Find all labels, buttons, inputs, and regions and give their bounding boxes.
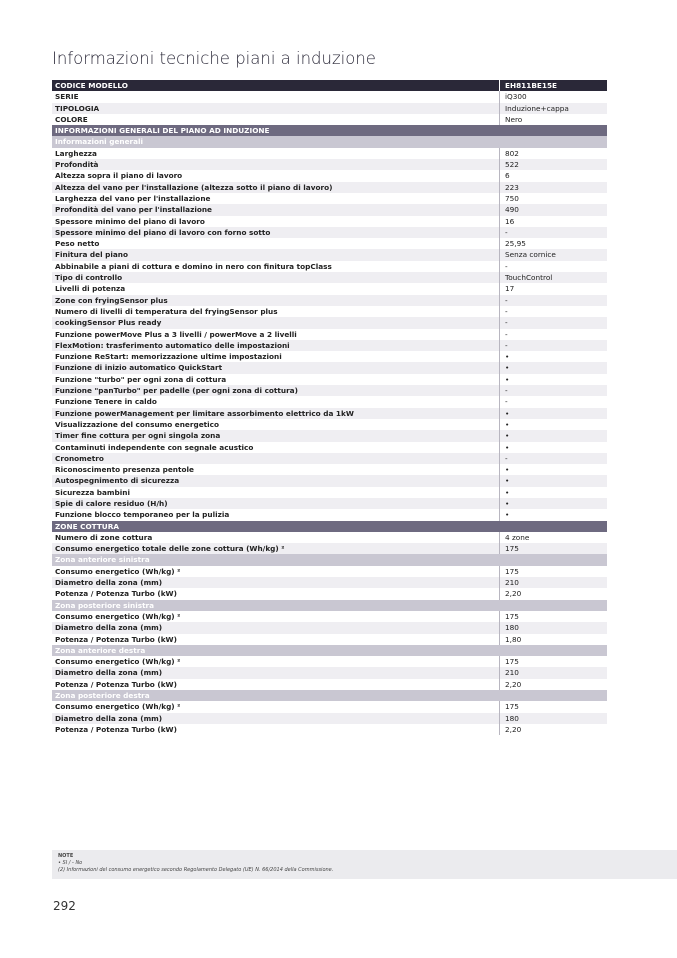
row-value: • [499,408,607,419]
subsection-header-row [52,136,607,147]
row-value: 175 [499,543,607,554]
row-label: Spessore minimo del piano di lavoro [55,216,205,226]
row-label: Spessore minimo del piano di lavoro con forno sotto [55,227,271,237]
row-value [499,600,607,611]
table-row [52,148,607,159]
row-value: - [499,317,607,328]
row-label: Consumo energetico (Wh/kg) ² [55,566,181,576]
row-value: - [499,306,607,317]
subsection-header-row [52,645,607,656]
row-label: Informazioni generali [55,137,144,147]
table-row [52,227,607,238]
row-label: Zone con fryingSensor plus [55,295,168,305]
row-value: 802 [499,148,607,159]
row-value: EH811BE15E [499,80,607,91]
table-row [52,442,607,453]
row-label: Consumo energetico totale delle zone cottura (Wh/kg) ² [55,544,285,554]
table-row [52,498,607,509]
table-row [52,272,607,283]
row-label: Funzione "panTurbo" per padelle (per ogni zona di cottura) [55,386,298,396]
row-label: Spie di calore residuo (H/h) [55,498,168,508]
table-row [52,182,607,193]
table-row [52,667,607,678]
row-value: Induzione+cappa [499,103,607,114]
table-row [52,261,607,272]
row-label: Funzione ReStart: memorizzazione ultime impostazioni [55,352,282,362]
row-value: - [499,453,607,464]
row-label: Potenza / Potenza Turbo (kW) [55,679,177,689]
table-row [52,249,607,260]
row-label: Zona anteriore destra [55,645,146,655]
row-label: Diametro della zona (mm) [55,668,163,678]
row-value: • [499,374,607,385]
notes-legend: • SI / - No [58,860,83,866]
row-value: 1,80 [499,634,607,645]
table-row [52,374,607,385]
page-number: 292 [53,899,76,913]
table-row [52,577,607,588]
row-value: 180 [499,713,607,724]
row-label: Profondità [55,160,99,170]
table-row [52,103,607,114]
row-value: 2,20 [499,724,607,735]
table-row [52,453,607,464]
row-value: • [499,362,607,373]
row-label: CODICE MODELLO [55,81,128,90]
notes-box [52,850,677,879]
row-value: 25,95 [499,238,607,249]
table-row [52,385,607,396]
row-label: Funzione powerMove Plus a 3 livelli / powerMove a 2 livelli [55,329,297,339]
table-row [52,679,607,690]
table-row [52,656,607,667]
row-value: 210 [499,577,607,588]
row-label: Visualizzazione del consumo energetico [55,419,219,429]
row-label: Diametro della zona (mm) [55,578,163,588]
row-label: Larghezza del vano per l'installazione [55,193,211,203]
row-value: 522 [499,159,607,170]
row-label: Sicurezza bambini [55,487,130,497]
table-row [52,634,607,645]
row-label: Consumo energetico (Wh/kg) ² [55,611,181,621]
row-value [499,125,607,136]
row-label: Funzione di inizio automatico QuickStart [55,363,223,373]
row-value: - [499,396,607,407]
row-value [499,554,607,565]
row-label: Funzione Tenere in caldo [55,397,157,407]
row-label: Timer fine cottura per ogni singola zona [55,431,221,441]
table-row [52,329,607,340]
row-value: 750 [499,193,607,204]
table-row [52,340,607,351]
row-value: TouchControl [499,272,607,283]
row-value: 223 [499,182,607,193]
row-value: • [499,498,607,509]
row-label: COLORE [55,114,88,124]
table-row [52,464,607,475]
row-value: 490 [499,204,607,215]
table-row [52,283,607,294]
row-value: iQ300 [499,91,607,102]
row-label: Autospegnimento di sicurezza [55,476,180,486]
row-value: 16 [499,216,607,227]
table-row [52,611,607,622]
row-value: • [499,351,607,362]
table-row [52,588,607,599]
row-label: Numero di zone cottura [55,532,153,542]
row-label: Potenza / Potenza Turbo (kW) [55,589,177,599]
row-label: Profondità del vano per l'installazione [55,205,212,215]
row-value: • [499,419,607,430]
row-value: - [499,227,607,238]
row-value: • [499,430,607,441]
table-row [52,532,607,543]
table-row [52,701,607,712]
row-value [499,645,607,656]
row-label: Zona posteriore destra [55,691,150,701]
row-value: • [499,475,607,486]
row-value: Senza cornice [499,249,607,260]
row-label: Diametro della zona (mm) [55,713,163,723]
page-title: Informazioni tecniche piani a induzione [52,49,376,68]
notes-title: NOTE [58,853,74,859]
row-value [499,690,607,701]
row-label: Potenza / Potenza Turbo (kW) [55,724,177,734]
spec-table [52,80,607,735]
row-value: 2,20 [499,588,607,599]
section-header-row [52,521,607,532]
row-value: - [499,329,607,340]
table-row [52,724,607,735]
table-row [52,351,607,362]
table-row [52,475,607,486]
row-label: Consumo energetico (Wh/kg) ² [55,657,181,667]
table-header-row [52,80,607,91]
table-row [52,317,607,328]
row-value: 175 [499,656,607,667]
table-row [52,295,607,306]
table-row [52,622,607,633]
row-label: INFORMAZIONI GENERALI DEL PIANO AD INDUZIONE [55,126,270,136]
table-row [52,238,607,249]
row-label: SERIE [55,92,79,102]
table-row [52,193,607,204]
row-label: Abbinabile a piani di cottura e domino in nero con finitura topClass [55,261,332,271]
row-label: FlexMotion: trasferimento automatico delle impostazioni [55,340,290,350]
subsection-header-row [52,690,607,701]
row-value: 175 [499,611,607,622]
table-row [52,408,607,419]
row-value: Nero [499,114,607,125]
row-value [499,521,607,532]
row-value [499,136,607,147]
row-label: Consumo energetico (Wh/kg) ² [55,702,181,712]
row-label: Riconoscimento presenza pentole [55,465,194,475]
row-value: - [499,261,607,272]
row-label: Zona posteriore sinistra [55,600,155,610]
table-row [52,509,607,520]
row-label: Contaminuti independente con segnale acustico [55,442,254,452]
row-value: • [499,487,607,498]
row-value: - [499,385,607,396]
table-row [52,396,607,407]
row-value: 175 [499,566,607,577]
row-label: Funzione blocco temporaneo per la pulizia [55,510,230,520]
table-row [52,713,607,724]
row-label: TIPOLOGIA [55,103,100,113]
table-row [52,362,607,373]
row-value: 175 [499,701,607,712]
row-label: cookingSensor Plus ready [55,318,162,328]
table-row [52,566,607,577]
row-value: 180 [499,622,607,633]
row-label: Potenza / Potenza Turbo (kW) [55,634,177,644]
subsection-header-row [52,554,607,565]
row-value: - [499,295,607,306]
row-label: Livelli di potenza [55,284,126,294]
row-label: Tipo di controllo [55,273,123,283]
row-label: Finitura del piano [55,250,128,260]
row-label: Altezza del vano per l'installazione (altezza sotto il piano di lavoro) [55,182,333,192]
row-label: Funzione powerManagement per limitare assorbimento elettrico da 1kW [55,408,354,418]
row-label: Funzione "turbo" per ogni zona di cottura [55,374,227,384]
table-row [52,114,607,125]
row-value: 2,20 [499,679,607,690]
row-value: 4 zone [499,532,607,543]
table-row [52,91,607,102]
table-row [52,216,607,227]
row-value: - [499,340,607,351]
row-value: 6 [499,170,607,181]
table-row [52,543,607,554]
row-label: Diametro della zona (mm) [55,623,163,633]
subsection-header-row [52,600,607,611]
table-row [52,430,607,441]
row-label: ZONE COTTURA [55,521,119,531]
row-value: 17 [499,283,607,294]
table-row [52,204,607,215]
row-label: Zona anteriore sinistra [55,555,150,565]
row-label: Peso netto [55,239,100,249]
table-row [52,170,607,181]
row-label: Larghezza [55,148,97,158]
table-row [52,306,607,317]
row-label: Numero di livelli di temperatura del fryingSensor plus [55,306,278,316]
table-row [52,159,607,170]
row-value: • [499,442,607,453]
row-label: Altezza sopra il piano di lavoro [55,171,183,181]
row-label: Cronometro [55,453,104,463]
table-row [52,419,607,430]
section-header-row [52,125,607,136]
row-value: • [499,509,607,520]
row-value: • [499,464,607,475]
table-row [52,487,607,498]
row-value: 210 [499,667,607,678]
notes-footnote: (2) Informazioni del consumo energetico secondo Regolamento Delegato (UE) N. 66/2014 della Commissione. [58,867,334,873]
